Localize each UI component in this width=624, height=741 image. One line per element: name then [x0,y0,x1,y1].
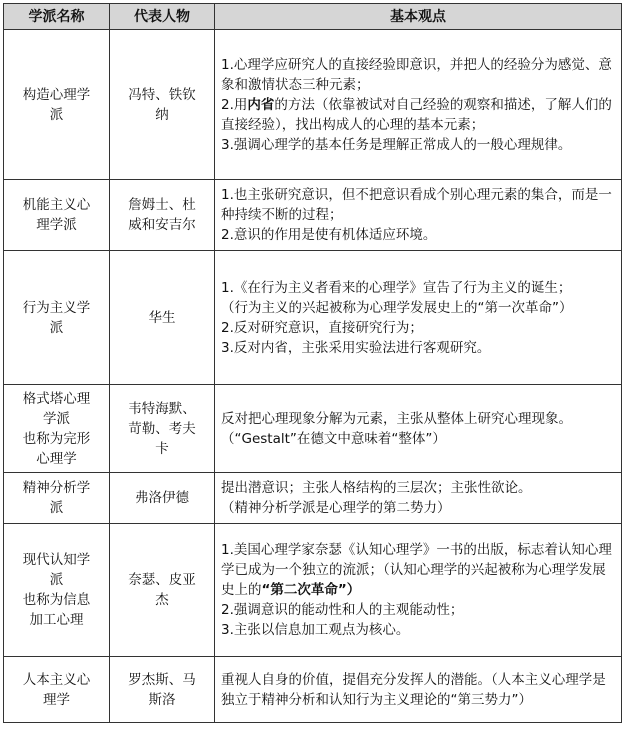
view-cell [215,473,622,524]
school-name-line: 派 [49,572,64,588]
school-name-cell [4,180,110,251]
view-point: 3.强调心理学的基本任务是理解正常成人的一般心理规律。 [221,136,572,153]
view-point: 重视人自身的价值，提倡充分发挥人的潜能。（人本主义心理学是独立于精神分析和认知行为主义理论的“第三势力”） [221,671,606,708]
school-name-line: 学派 [43,410,70,427]
view-point: 1.《在行为主义者看来的心理学》宣告了行为主义的诞生； [221,279,572,296]
representative-line: 罗杰斯、马 [128,671,196,688]
view-point: 2.用内省的方法（依靠被试对自己经验的观察和描述，了解人们的直接经验），找出构成人的心理的基本元素； [221,96,612,133]
view-cell [215,524,622,657]
representative-line: 纳 [155,106,169,123]
view-cell [215,657,622,723]
header-view: 基本观点 [215,4,622,30]
school-name-line: 格式塔心理 [22,390,91,407]
representative-line: 斯洛 [148,691,176,708]
school-name-cell [4,524,110,657]
view-cell [215,385,622,473]
representative-line: 韦特海默、 [128,400,196,417]
school-name-line: 加工心理 [29,612,84,628]
view-point: （行为主义的兴起被称为心理学发展史上的“第一次革命”） [221,299,573,316]
school-name-line: 也称为信息 [22,592,91,608]
view-point: 1.心理学应研究人的直接经验即意识，并把人的经验分为感觉、意象和激情状态三种元素； [221,56,612,93]
table-row [4,524,622,657]
representative-cell [110,251,215,385]
representative-cell [110,524,215,657]
emphasis-text: “第二次革命”） [261,582,361,598]
school-name-line: 派 [49,500,64,516]
school-name-line: 人本主义心 [22,671,91,688]
school-name-line: 构造心理学 [22,86,91,103]
representative-cell [110,657,215,723]
view-point: 2.反对研究意识，直接研究行为； [221,319,423,336]
school-name-line: 机能主义心 [22,197,91,213]
representative-line: 卡 [155,440,169,457]
table-row [4,251,622,385]
view-point: 1.美国心理学家奈瑟《认知心理学》一书的出版，标志着认知心理学已成为一个独立的流派；（认知心理学的兴起被称为心理学发展史上的“第二次革命”） [221,542,612,598]
representative-line: 詹姆士、杜 [128,197,196,213]
representative-cell [110,473,215,524]
view-point: （精神分析学派是心理学的第二势力） [221,500,451,516]
header-school: 学派名称 [4,4,110,30]
schools-table [3,3,622,723]
representative-line: 奈瑟、皮亚 [128,572,196,588]
school-name-line: 派 [49,106,64,123]
representative-line: 弗洛伊德 [135,490,189,506]
school-name-cell [4,251,110,385]
representative-cell [110,30,215,180]
representative-line: 华生 [148,309,176,326]
school-name-cell [4,385,110,473]
view-point: 1.也主张研究意识，但不把意识看成个别心理元素的集合，而是一种持续不断的过程； [221,187,612,223]
representative-line: 冯特、铁钦 [128,86,196,103]
school-name-line: 派 [49,319,64,336]
table-row [4,657,622,723]
view-point: 反对把心理现象分解为元素，主张从整体上研究心理现象。（“Gestalt”在德文中意味着“整体”） [221,410,572,447]
table-row [4,30,622,180]
table-row [4,473,622,524]
header-row [4,4,622,30]
school-name-line: 现代认知学 [22,552,91,568]
view-cell [215,251,622,385]
school-name-line: 也称为完形 [22,430,91,447]
table-row [4,180,622,251]
emphasis-text: 内省 [247,96,275,113]
school-name-line: 理学派 [36,217,77,233]
representative-cell [110,385,215,473]
view-point: 提出潜意识；主张人格结构的三层次；主张性欲论。 [221,480,532,496]
representative-line: 威和安吉尔 [128,217,196,233]
school-name-cell [4,473,110,524]
table-row [4,385,622,473]
school-name-line: 理学 [43,691,70,708]
view-point: 3.反对内省，主张采用实验法进行客观研究。 [221,339,491,356]
school-name-line: 行为主义学 [22,299,91,316]
view-point: 3.主张以信息加工观点为核心。 [221,622,410,638]
school-name-cell [4,30,110,180]
view-cell [215,180,622,251]
school-name-line: 心理学 [36,450,77,467]
school-name-line: 精神分析学 [22,480,91,496]
view-point: 2.强调意识的能动性和人的主观能动性； [221,602,464,618]
view-point: 2.意识的作用是使有机体适应环境。 [221,227,437,243]
representative-line: 苛勒、考夫 [128,420,196,437]
header-representative: 代表人物 [110,4,215,30]
representative-line: 杰 [155,592,169,608]
view-cell [215,30,622,180]
school-name-cell [4,657,110,723]
representative-cell [110,180,215,251]
